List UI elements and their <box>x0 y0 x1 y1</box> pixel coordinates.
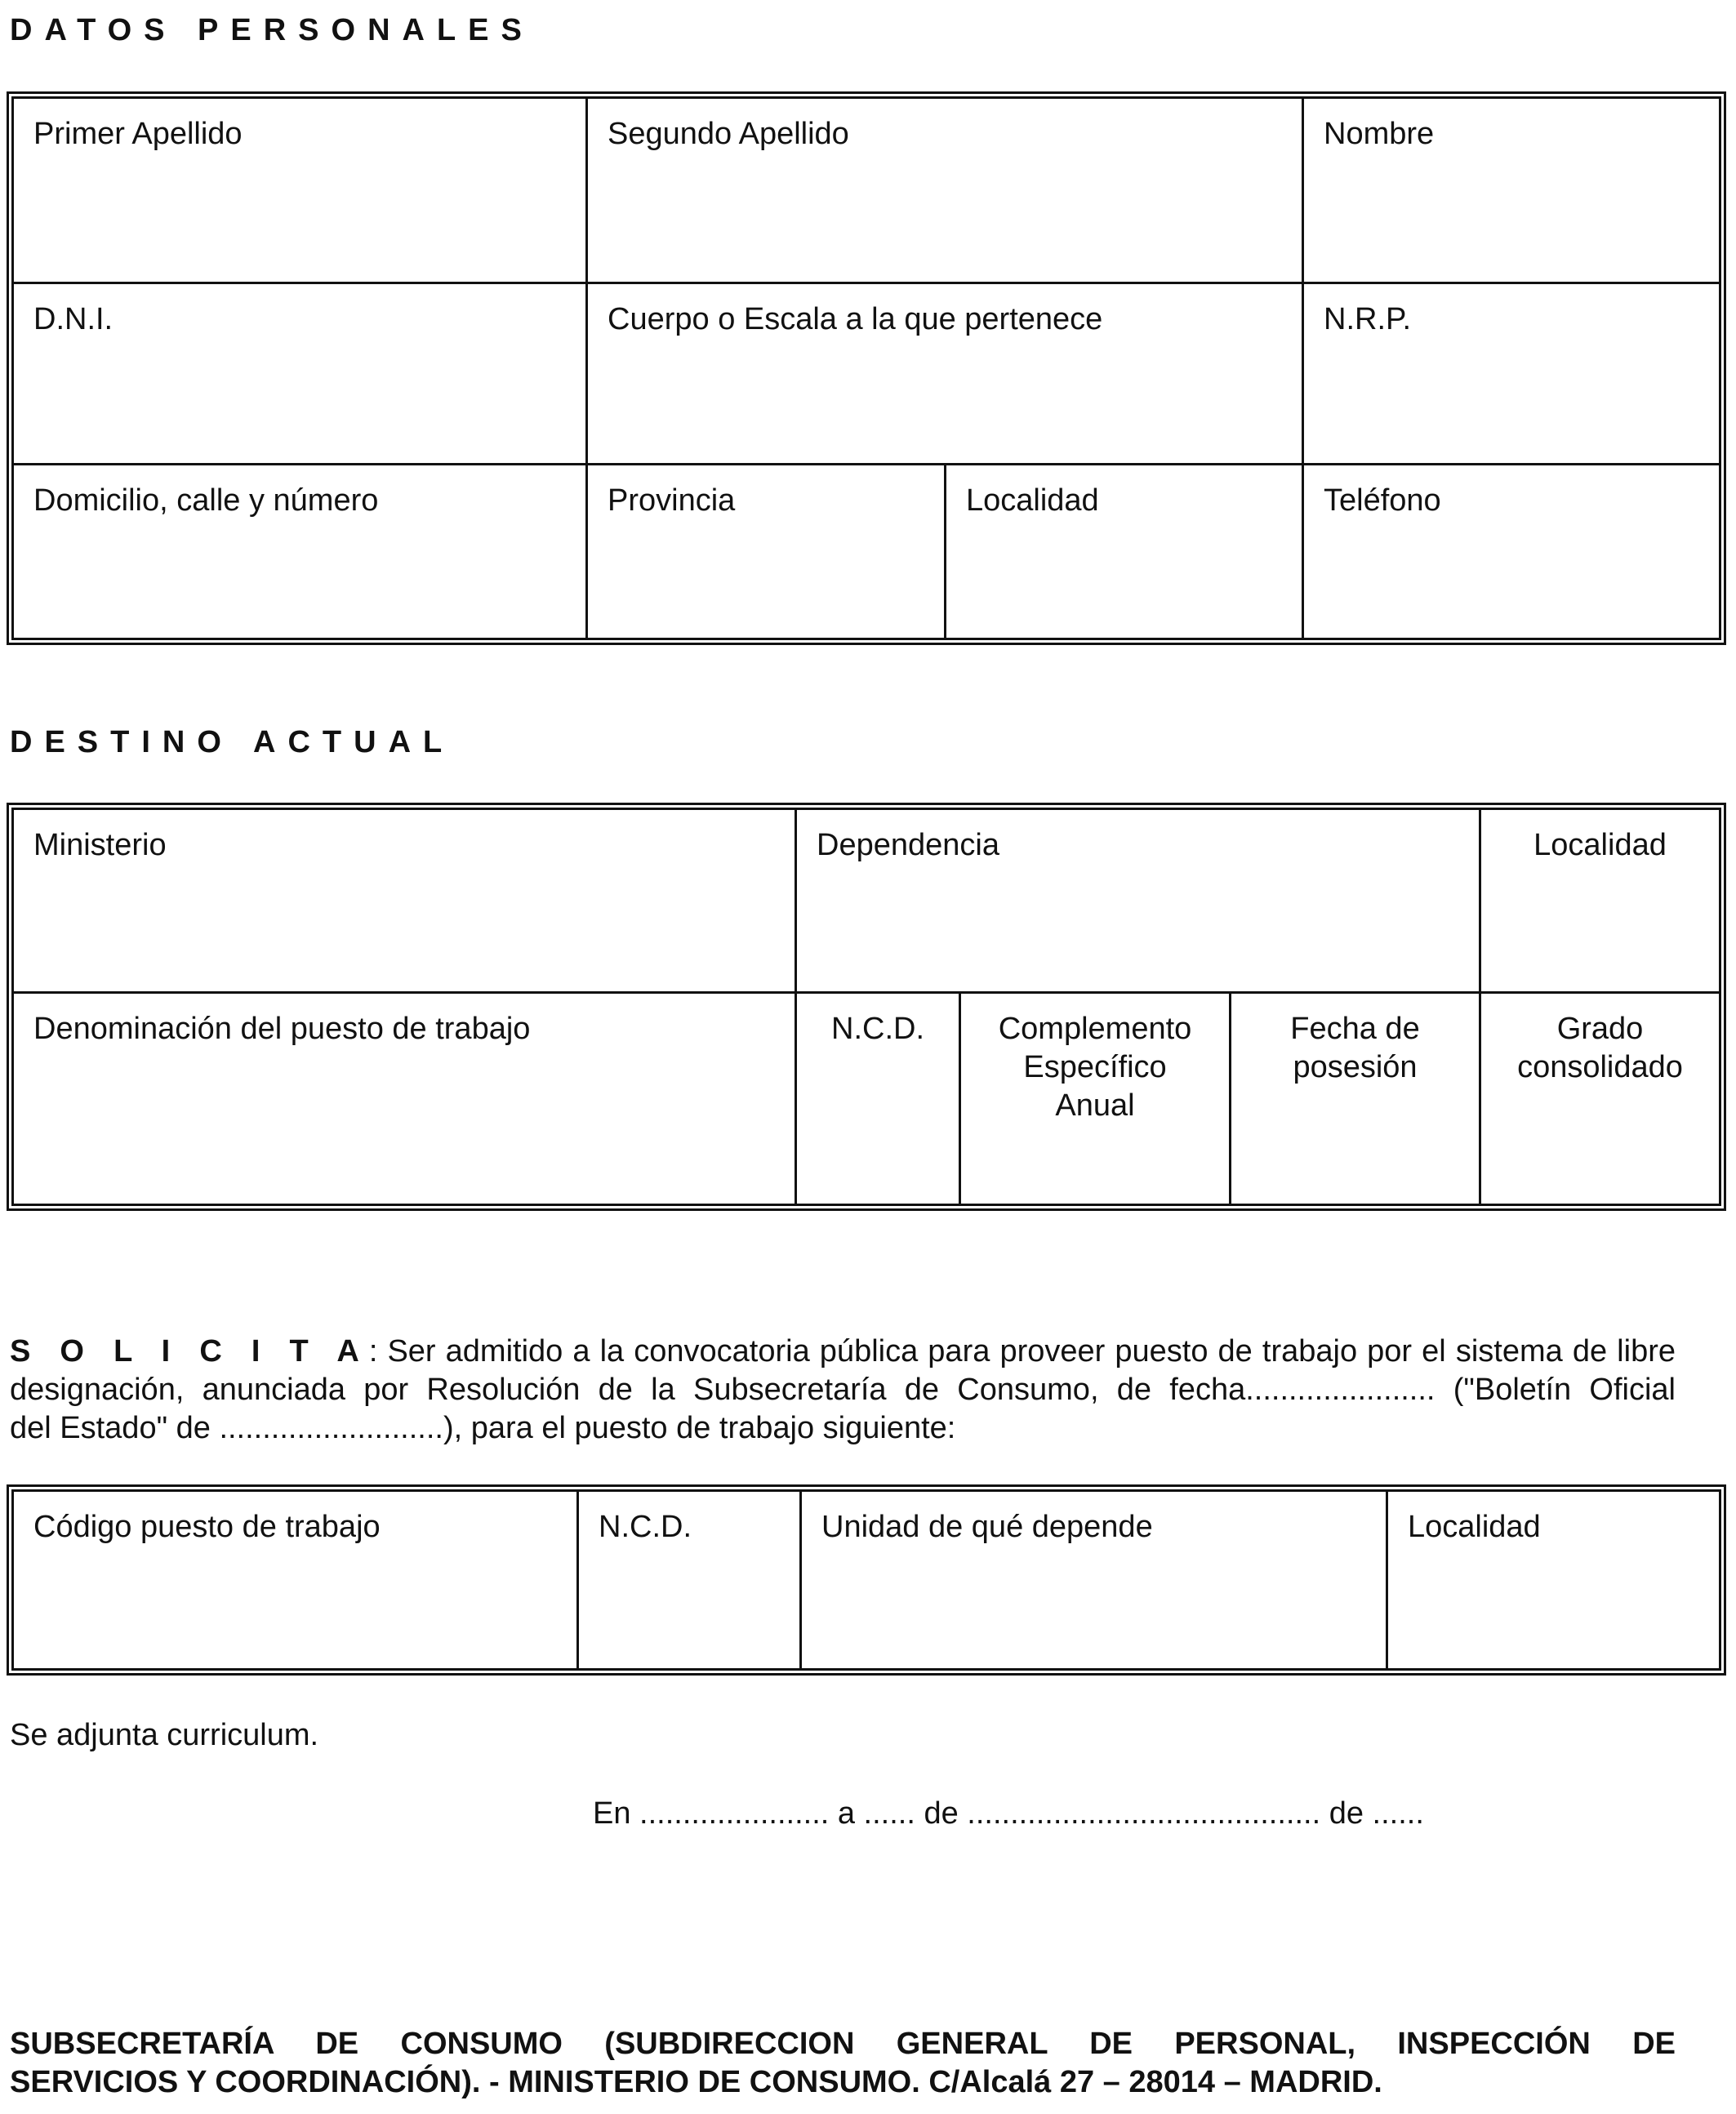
field-localidad-solicitado[interactable]: Localidad <box>1408 1510 1541 1544</box>
puesto-solicitado-table <box>7 1484 1726 1676</box>
solicita-line-1 <box>10 1333 1676 1371</box>
field-ncd-solicitado[interactable]: N.C.D. <box>599 1510 692 1544</box>
field-localidad-destino[interactable]: Localidad <box>1533 828 1667 862</box>
field-nrp[interactable]: N.R.P. <box>1324 302 1412 336</box>
field-codigo-puesto[interactable]: Código puesto de trabajo <box>33 1510 381 1544</box>
field-ministerio[interactable]: Ministerio <box>33 828 167 862</box>
field-unidad-depende[interactable]: Unidad de qué depende <box>821 1510 1153 1544</box>
field-segundo-apellido[interactable]: Segundo Apellido <box>608 117 849 151</box>
adjunta-curriculum-text: Se adjunta curriculum. <box>10 1718 319 1752</box>
solicita-label: S O L I C I T A <box>10 1334 369 1369</box>
field-nombre[interactable]: Nombre <box>1324 117 1435 151</box>
field-domicilio[interactable]: Domicilio, calle y número <box>33 483 379 518</box>
datos-personales-table <box>7 91 1726 645</box>
field-grado-consolidado[interactable]: Grado consolidado <box>1517 1012 1683 1084</box>
field-dependencia[interactable]: Dependencia <box>817 828 999 862</box>
field-cuerpo-escala[interactable]: Cuerpo o Escala a la que pertenece <box>608 302 1103 336</box>
footer-line-2: SERVICIOS Y COORDINACIÓN). - MINISTERIO DE CONSUMO. C/Alcalá 27 – 28014 – MADRID. <box>10 2065 1382 2099</box>
footer-address <box>10 2025 1676 2102</box>
field-fecha-posesion[interactable]: Fecha de posesión <box>1290 1012 1420 1084</box>
field-complemento-especifico[interactable]: Complemento Específico Anual <box>998 1012 1192 1123</box>
field-primer-apellido[interactable]: Primer Apellido <box>33 117 243 151</box>
solicita-line-3: del Estado" de ..........................), para el puesto de trabajo siguiente: <box>10 1411 956 1445</box>
fecha-lugar-line: En ...................... a ...... de ......................................... de ...... <box>593 1796 1424 1831</box>
field-telefono[interactable]: Teléfono <box>1324 483 1441 518</box>
field-provincia[interactable]: Provincia <box>608 483 736 518</box>
field-ncd[interactable]: N.C.D. <box>831 1012 924 1046</box>
solicita-line-2: designación, anunciada por Resolución de la Subsecretaría de Consumo, de fecha...................... ("Boletín Oficial <box>10 1373 1676 1407</box>
field-localidad[interactable]: Localidad <box>966 483 1099 518</box>
section-title-datos-personales: DATOS PERSONALES <box>10 13 534 47</box>
destino-actual-table <box>7 803 1726 1211</box>
field-denominacion-puesto[interactable]: Denominación del puesto de trabajo <box>33 1012 531 1046</box>
footer-line-1: SUBSECRETARÍA DE CONSUMO (SUBDIRECCION GENERAL DE PERSONAL, INSPECCIÓN DE <box>10 2027 1676 2061</box>
solicita-paragraph <box>10 1333 1676 1448</box>
field-dni[interactable]: D.N.I. <box>33 302 114 336</box>
solicita-text-1: : Ser admitido a la convocatoria pública para proveer puesto de trabajo por el sistema de libre <box>368 1334 1676 1369</box>
section-title-destino-actual: DESTINO ACTUAL <box>10 725 455 759</box>
